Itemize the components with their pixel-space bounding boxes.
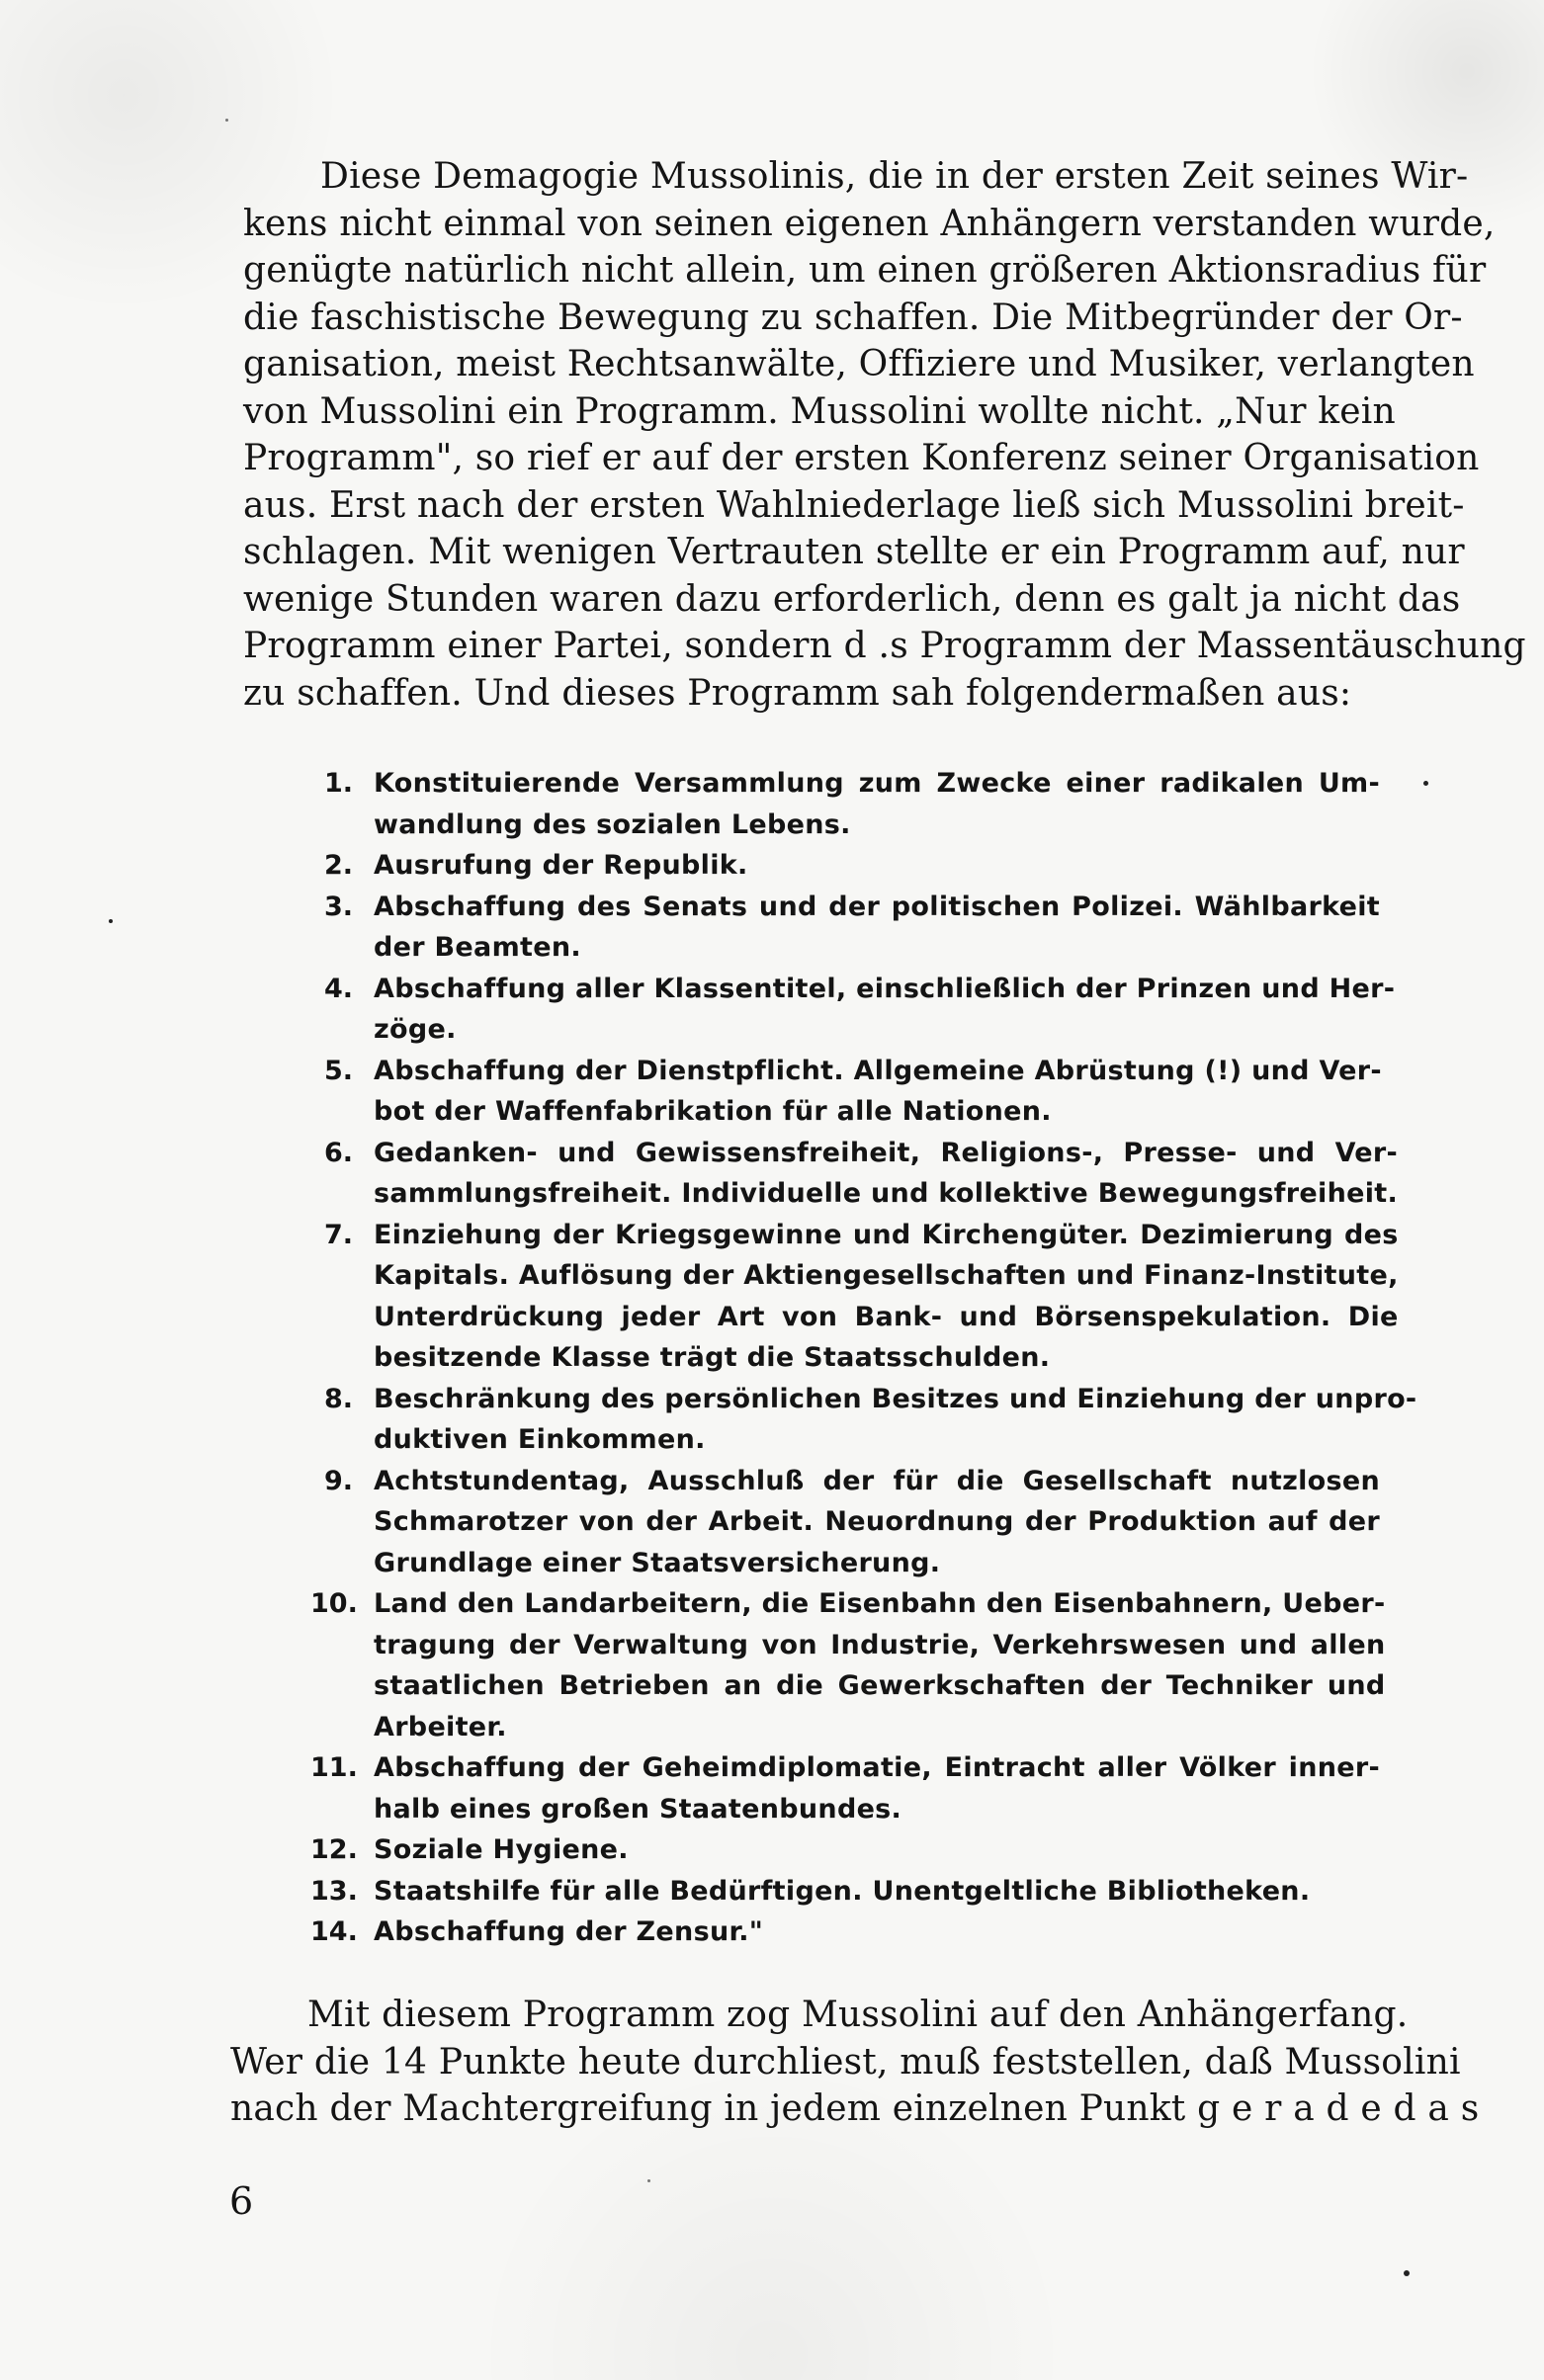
text-line: schlagen. Mit wenigen Vertrauten stellte er ein Programm auf, nur: [243, 532, 1465, 572]
item-line: Abschaffung des Senats und der politischen Polizei. Wählbarkeit: [374, 891, 1380, 922]
item-line: duktiven Einkommen.: [374, 1424, 706, 1455]
paper-speck: [109, 919, 113, 923]
text-line: ganisation, meist Rechtsanwälte, Offiziere und Musiker, verlangten: [243, 344, 1475, 384]
paper-speck: [225, 119, 228, 122]
program-item-1: [324, 763, 1380, 845]
item-line: Arbeiter.: [374, 1711, 507, 1742]
text-line: wenige Stunden waren dazu erforderlich, denn es galt ja nicht das: [243, 578, 1461, 620]
item-line: Abschaffung der Geheimdiplomatie, Eintracht aller Völker inner-: [374, 1752, 1380, 1783]
item-number: 9.: [324, 1465, 354, 1496]
item-number: 10.: [310, 1588, 358, 1619]
item-number: 8.: [324, 1383, 354, 1414]
item-line: Ausrufung der Republik.: [374, 850, 748, 881]
item-number: 5.: [324, 1055, 354, 1086]
item-line: Schmarotzer von der Arbeit. Neuordnung der Produktion auf der: [374, 1506, 1380, 1537]
item-line: Kapitals. Auflösung der Aktiengesellschaften und Finanz-Institute,: [374, 1260, 1399, 1291]
item-number: 12.: [310, 1834, 358, 1865]
item-line: Konstituierende Versammlung zum Zwecke einer radikalen Um-: [374, 768, 1380, 799]
program-item-8: [324, 1379, 1417, 1461]
program-item-7: [324, 1215, 1399, 1379]
item-number: 4.: [324, 973, 354, 1004]
item-line: Gedanken- und Gewissensfreiheit, Religions-, Presse- und Ver-: [374, 1137, 1399, 1168]
text-line: Programm einer Partei, sondern d .s Programm der Massentäuschung: [243, 626, 1526, 666]
paragraph-closing: [230, 1992, 1480, 2133]
program-item-10: [310, 1583, 1386, 1747]
program-item-5: [324, 1051, 1380, 1133]
text-line: kens nicht einmal von seinen eigenen Anhängern verstanden wurde,: [243, 203, 1496, 244]
item-number: 7.: [324, 1219, 354, 1250]
text-line: Mit diesem Programm zog Mussolini auf den Anhängerfang.: [307, 1995, 1409, 2035]
item-line: Staatshilfe für alle Bedürftigen. Unentgeltliche Bibliotheken.: [374, 1875, 1311, 1907]
program-item-6: [324, 1133, 1399, 1215]
item-line: Beschränkung des persönlichen Besitzes und Einziehung der unpro-: [374, 1383, 1417, 1414]
item-number: 3.: [324, 891, 354, 922]
item-line: Unterdrückung jeder Art von Bank- und Börsenspekulation. Die: [374, 1301, 1399, 1332]
program-list: [310, 763, 1417, 1953]
item-number: 14.: [310, 1916, 358, 1947]
text-line: von Mussolini ein Programm. Mussolini wollte nicht. „Nur kein: [243, 390, 1396, 432]
program-item-9: [324, 1461, 1380, 1584]
item-line: Soziale Hygiene.: [374, 1834, 629, 1865]
paper-speck: [647, 2179, 650, 2182]
item-line: Grundlage einer Staatsversicherung.: [374, 1547, 941, 1578]
program-item-12: [310, 1829, 1380, 1871]
paragraph-intro: [243, 153, 1526, 717]
item-line: der Beamten.: [374, 932, 581, 963]
item-line: Abschaffung aller Klassentitel, einschließlich der Prinzen und Her-: [374, 973, 1396, 1004]
text-line: Diese Demagogie Mussolinis, die in der ersten Zeit seines Wir-: [320, 156, 1469, 197]
paper-speck: [1423, 781, 1428, 786]
page-number: 6: [229, 2179, 254, 2223]
item-number: 2.: [324, 850, 354, 881]
text-line: nach der Machtergreifung in jedem einzelnen Punkt g e r a d e d a s: [230, 2088, 1480, 2129]
program-item-4: [324, 969, 1396, 1051]
item-line: bot der Waffenfabrikation für alle Nationen.: [374, 1096, 1052, 1127]
program-item-3: [324, 887, 1380, 969]
item-line: Abschaffung der Dienstpflicht. Allgemeine Abrüstung (!) und Ver-: [374, 1055, 1382, 1086]
text-line: genügte natürlich nicht allein, um einen größeren Aktionsradius für: [243, 250, 1487, 291]
item-line: halb eines großen Staatenbundes.: [374, 1793, 902, 1825]
item-line: Abschaffung der Zensur.": [374, 1916, 764, 1947]
item-line: Achtstundentag, Ausschluß der für die Gesellschaft nutzlosen: [374, 1465, 1380, 1496]
text-line: die faschistische Bewegung zu schaffen. Die Mitbegründer der Or-: [243, 297, 1463, 338]
text-line: aus. Erst nach der ersten Wahlniederlage ließ sich Mussolini breit-: [243, 484, 1465, 526]
item-line: staatlichen Betrieben an die Gewerkschaften der Techniker und: [374, 1670, 1386, 1701]
item-number: 13.: [310, 1875, 358, 1907]
item-line: zöge.: [374, 1014, 457, 1045]
item-line: sammlungsfreiheit. Individuelle und kollektive Bewegungsfreiheit.: [374, 1178, 1399, 1209]
item-line: Land den Landarbeitern, die Eisenbahn den Eisenbahnern, Ueber-: [374, 1588, 1386, 1619]
text-line: Wer die 14 Punkte heute durchliest, muß feststellen, daß Mussolini: [230, 2041, 1461, 2082]
paper-speck: [1404, 2270, 1410, 2276]
program-item-13: [310, 1871, 1380, 1912]
program-item-2: [324, 845, 1380, 887]
item-line: besitzende Klasse trägt die Staatsschulden.: [374, 1342, 1051, 1373]
text-line: zu schaffen. Und dieses Programm sah folgendermaßen aus:: [243, 672, 1352, 714]
item-number: 1.: [324, 768, 354, 799]
item-line: Einziehung der Kriegsgewinne und Kirchengüter. Dezimierung des: [374, 1219, 1399, 1250]
item-number: 6.: [324, 1137, 354, 1168]
program-item-14: [310, 1912, 1380, 1953]
item-line: wandlung des sozialen Lebens.: [374, 808, 851, 840]
program-item-11: [310, 1747, 1380, 1829]
item-line: tragung der Verwaltung von Industrie, Verkehrswesen und allen: [374, 1629, 1386, 1660]
item-number: 11.: [310, 1752, 358, 1783]
text-line: Programm", so rief er auf der ersten Konferenz seiner Organisation: [243, 438, 1480, 478]
